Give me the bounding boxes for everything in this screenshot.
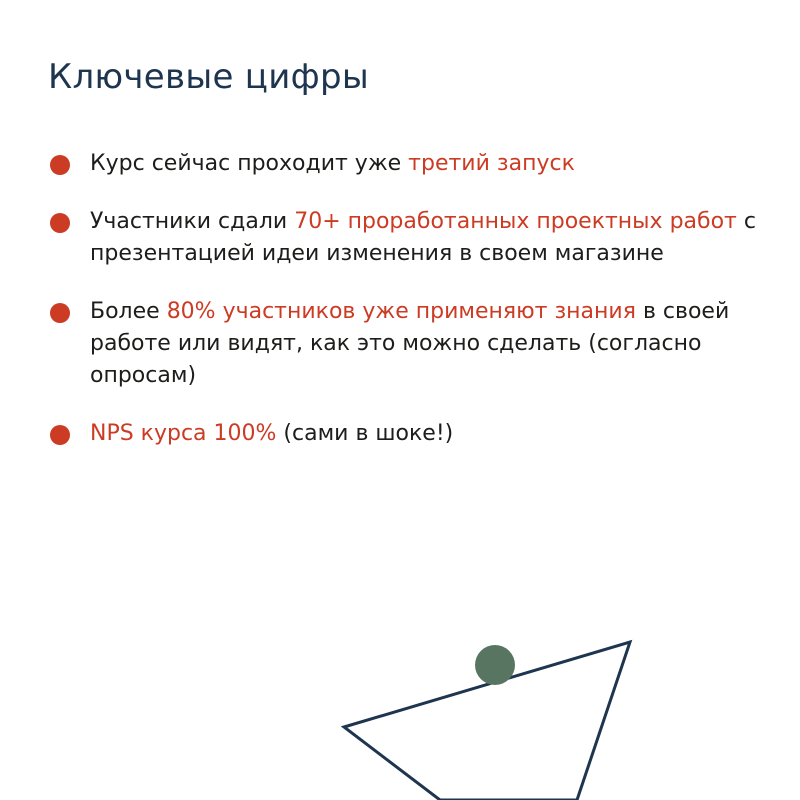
item-highlight: 80% участников уже применяют знания xyxy=(166,299,636,324)
page-title: Ключевые цифры xyxy=(48,57,370,97)
item-highlight: третий запуск xyxy=(408,151,575,176)
item-text-before: Участники сдали xyxy=(90,209,295,234)
item-highlight: 70+ проработанных проектных работ xyxy=(294,209,737,234)
item-text-before: Более xyxy=(90,299,167,324)
item-text-after: с презентацией идеи изменения в своем магазине xyxy=(90,209,756,266)
item-text-after: (сами в шоке!) xyxy=(276,421,454,446)
item-text-before: Курс сейчас проходит уже xyxy=(90,151,409,176)
green-circle-icon xyxy=(475,645,515,685)
item-highlight: NPS курса 100% xyxy=(90,421,277,446)
item-text-after: в своей работе или видят, как это можно сделать (согласно опросам) xyxy=(90,299,730,388)
